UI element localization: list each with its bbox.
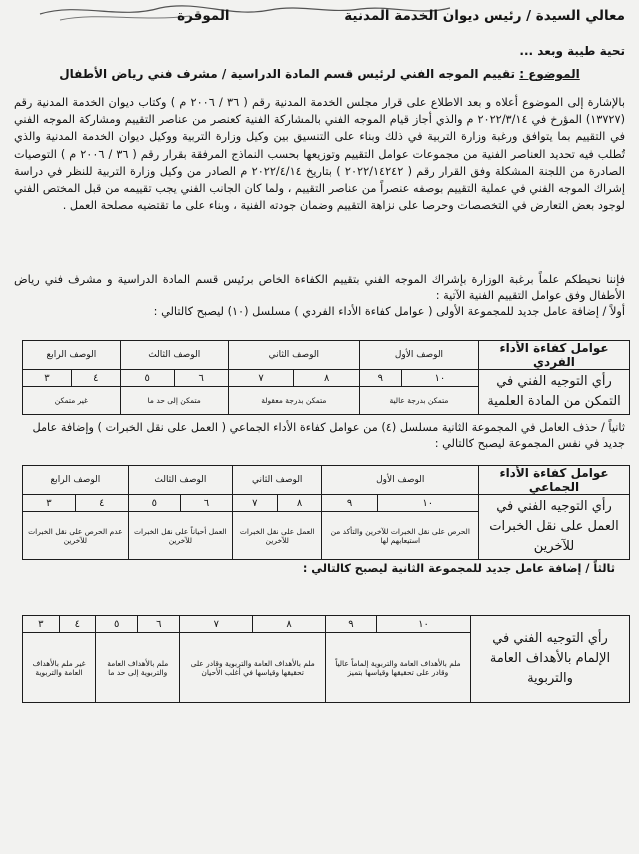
score-cell: ٤ bbox=[75, 495, 128, 512]
level-description: ملم بالأهداف العامة والتربوية إلماماً عالياً وقادر على تحقيقها وقياسها بتميز bbox=[325, 633, 470, 703]
paragraph-2: فإننا نحيطكم علماً برغبة الوزارة بإشراك الموجه الفني بتقييم الكفاءة الخاص برئيس قسم المادة الدراسية و مشرف فني رياض الأطفال وفق عوامل التقييم الفنية الآتية : bbox=[14, 273, 625, 302]
score-cell: ٣ bbox=[23, 370, 72, 387]
item-third: ثالثاً / إضافة عامل جديد للمجموعة الثانية ليصبح كالتالي : bbox=[302, 562, 615, 575]
paragraph-1: بالإشارة إلى الموضوع أعلاه و بعد الاطلاع على قرار مجلس الخدمة المدنية رقم ( ٣٦ / ٢٠٠٦ م ) وكتاب ديوان الخدمة المدنية رقم (١٣٧٢٧) المؤرخ في ٢٠٢٢/٣/١٤ م والذي أجاز قيام الموجه الفني بالمشاركة الفنية كعنصر من عناصر التقييم ومشاركة الموجه الفني في التقييم بما يتوافق ورغبة وزارة التربية في ذلك وبناء على التنسيق بين وكيل وزارة التربية ووكيل ديوان الخدمة المدنية والذي تُطلب فيه تحديد العناصر الفنية من مجموعات عوامل التقييم وتوزيعها بحسب النماذج المرفقة بقرار رقم ( ٣٦ / ٢٠٠٦ م ) التوصيات الصادرة من اللجنة المشكلة وفق القرار رقم ( ٢٠٢٢/١٤٢٤٢ ) بتاريخ ٢٠٢٢/٤/١٤ م الصادر من وكيل وزارة التربية للنظر في دراسة إشراك الموجه الفني في عملية التقييم بوصفه عنصراً من عناصر التقييم ، ولما كان الجانب الفني يجب تقييمه من قبل المختص الفني لوجود بعض التعارض في التخصصات وحرصا على نزاهة التقييم وضمان جودته الفنية ، وبناء على ما تقتضيه مصلحة العمل . bbox=[14, 96, 625, 213]
score-cell: ٦ bbox=[174, 370, 228, 387]
level-description: العمل أحياناً على نقل الخبرات للآخرين bbox=[128, 512, 232, 560]
factor-table-objectives bbox=[22, 615, 630, 703]
score-cell: ٩ bbox=[359, 370, 401, 387]
score-cell: ٨ bbox=[294, 370, 360, 387]
score-cell: ١٠ bbox=[376, 616, 470, 633]
score-cell: ٥ bbox=[96, 616, 138, 633]
score-cell: ١٠ bbox=[401, 370, 478, 387]
level-header-3: الوصف الثالث bbox=[120, 341, 228, 370]
score-cell: ٧ bbox=[232, 495, 277, 512]
score-cell: ٥ bbox=[128, 495, 180, 512]
level-description: غير ملم بالأهداف العامة والتربوية bbox=[23, 633, 96, 703]
subject-label: الموضوع : bbox=[519, 67, 580, 81]
level-description: العمل على نقل الخبرات للآخرين bbox=[232, 512, 322, 560]
score-cell: ٦ bbox=[180, 495, 232, 512]
level-description: غير متمكن bbox=[23, 387, 121, 415]
respect-title: الموقرة bbox=[177, 8, 230, 24]
score-cell: ٩ bbox=[322, 495, 377, 512]
score-cell: ٣ bbox=[23, 616, 60, 633]
score-cell: ٦ bbox=[138, 616, 180, 633]
score-cell: ٥ bbox=[120, 370, 174, 387]
factor-table-individual bbox=[22, 340, 630, 415]
level-description: ملم بالأهداف العامة والتربوية إلى حد ما bbox=[96, 633, 180, 703]
criterion-label: رأي التوجيه الفني في العمل على نقل الخبرات للآخرين bbox=[479, 495, 630, 560]
level-header-4: الوصف الرابع bbox=[23, 341, 121, 370]
subject-text: تقييم الموجه الفني لرئيس قسم المادة الدراسية / مشرف فني رياض الأطفال bbox=[59, 67, 516, 81]
score-cell: ٣ bbox=[23, 495, 76, 512]
score-cell: ٧ bbox=[180, 616, 253, 633]
item-first: أولاً / إضافة عامل جديد للمجموعة الأولى ( عوامل كفاءة الأداء الفردي ) مسلسل (١٠) ليصبح كالتالي : bbox=[153, 305, 625, 318]
score-cell: ٩ bbox=[325, 616, 376, 633]
score-cell: ١٠ bbox=[377, 495, 478, 512]
score-cell: ٧ bbox=[228, 370, 294, 387]
level-description: متمكن إلى حد ما bbox=[120, 387, 228, 415]
score-cell: ٨ bbox=[277, 495, 322, 512]
factor-table-collective bbox=[22, 465, 630, 560]
subject-line bbox=[14, 67, 625, 81]
level-header-2: الوصف الثاني bbox=[232, 466, 322, 495]
level-header-2: الوصف الثاني bbox=[228, 341, 359, 370]
addressee-line bbox=[14, 8, 625, 24]
addressee: معالي السيدة / رئيس ديوان الخدمة المدنية bbox=[344, 8, 625, 24]
level-description: متمكن بدرجة عالية bbox=[359, 387, 478, 415]
score-cell: ٤ bbox=[71, 370, 120, 387]
level-description: ملم بالأهداف العامة والتربوية وقادر على تحقيقها وقياسها في أغلب الأحيان bbox=[180, 633, 326, 703]
score-cell: ٨ bbox=[253, 616, 326, 633]
criterion-label: رأي التوجيه الفني في الإلمام بالأهداف العامة والتربوية bbox=[471, 616, 630, 703]
level-description: عدم الحرص على نقل الخبرات للآخرين bbox=[23, 512, 129, 560]
item-second: ثانياً / حذف العامل في المجموعة الثانية مسلسل (٤) من عوامل كفاءة الأداء الجماعي ( العمل على نقل الخبرات ) وإضافة عامل جديد في نفس المجموعة ليصبح كالتالي : bbox=[32, 421, 625, 450]
level-description: الحرص على نقل الخبرات للآخرين والتأكد من استيعابهم لها bbox=[322, 512, 479, 560]
level-description: متمكن بدرجة معقولة bbox=[228, 387, 359, 415]
greeting: تحية طيبة وبعد ... bbox=[519, 44, 625, 58]
level-header-3: الوصف الثالث bbox=[128, 466, 232, 495]
criterion-label: رأي التوجيه الفني في التمكن من المادة العلمية bbox=[479, 370, 630, 415]
level-header-1: الوصف الأول bbox=[359, 341, 478, 370]
factor-header: عوامل كفاءة الأداء الفردي bbox=[479, 341, 630, 370]
level-header-4: الوصف الرابع bbox=[23, 466, 129, 495]
factor-header: عوامل كفاءة الأداء الجماعي bbox=[479, 466, 630, 495]
score-cell: ٤ bbox=[59, 616, 96, 633]
level-header-1: الوصف الأول bbox=[322, 466, 479, 495]
